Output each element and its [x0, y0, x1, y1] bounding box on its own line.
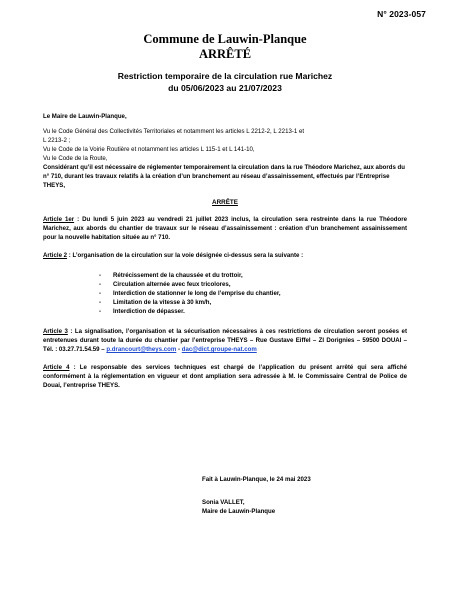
document-header: [0, 32, 450, 62]
article-3-label: Article 3: [43, 328, 68, 335]
list-item: - Interdiction de stationner le long de l’emprise du chantier,: [99, 290, 281, 297]
article-3: [43, 327, 407, 354]
signatory-title: Maire de Lauwin-Planque: [202, 508, 276, 515]
vu-line: Vu le Code de la Voirie Routière et notamment les articles L 115-1 et L 141-10,: [43, 146, 255, 153]
commune-name: Commune de Lauwin-Planque: [143, 32, 307, 46]
considerant-paragraph: Considérant qu’il est nécessaire de réglementer temporairement la circulation dans la rue Théodore Marichez, aux abords du n° 710, durant les travaux relatifs à la création d’un branchement au réseau d’assainissement, effectués par l’Entreprise THEYS,: [43, 164, 406, 189]
article-1-text: : Du lundi 5 juin 2023 au vendredi 21 juillet 2023 inclus, la circulation sera restreinte dans la rue Théodore Marichez, aux abords du chantier de travaux sur le réseau d’assainissement : création d’un branchement assainissement pour la nouvelle habitation située au n° 710.: [43, 216, 407, 241]
article-2-label: Article 2: [43, 252, 68, 259]
email-link-dict[interactable]: dac@dict.groupe-nat.com: [181, 346, 257, 353]
vu-line: L 2213-2 ;: [43, 137, 71, 144]
document-type: ARRÊTÉ: [198, 47, 252, 61]
place-and-date: Fait à Lauwin-Planque, le 24 mai 2023: [202, 476, 311, 483]
article-4-text: : Le responsable des services techniques est chargé de l’application du présent arrêté qui sera affiché conformément à la réglementation en vigueur et dont ampliation sera adressée à M. le Commissaire Central de Police de Douai, l’entreprise THEYS.: [43, 364, 407, 389]
article-2: [43, 251, 407, 260]
list-item: - Rétrécissement de la chaussée et du trottoir,: [99, 272, 243, 279]
signature-block: [202, 475, 311, 516]
vu-line: Vu le Code de la Route,: [43, 155, 108, 162]
subject-line-2: du 05/06/2023 au 21/07/2023: [168, 83, 282, 93]
list-item: - Interdiction de dépasser.: [99, 308, 185, 315]
article-4-label: Article 4: [43, 364, 70, 371]
document-body: [43, 112, 407, 399]
document-subject: [0, 70, 450, 94]
article-1-label: Article 1er: [43, 216, 75, 223]
subject-line-1: Restriction temporaire de la circulation rue Marichez: [117, 71, 333, 81]
article-2-text: : L’organisation de la circulation sur la voie désignée ci-dessus sera la suivante :: [67, 252, 304, 259]
email-link-theys[interactable]: p.drancourt@theys.com: [106, 346, 177, 353]
arrete-heading: ARRÊTE: [212, 199, 238, 206]
list-item: - Limitation de la vitesse à 30 km/h,: [99, 299, 212, 306]
decree-number: N° 2023-057: [377, 9, 426, 19]
list-item: - Circulation alternée avec feux tricolores,: [99, 281, 231, 288]
email-separator: -: [176, 346, 182, 353]
article-1: [43, 215, 407, 242]
vu-line: Vu le Code Général des Collectivités Territoriales et notamment les articles L 2212-2, L 2213-1 et: [43, 128, 305, 135]
mayor-heading: Le Maire de Lauwin-Planque,: [43, 113, 127, 120]
article-4: [43, 363, 407, 390]
signatory-name: Sonia VALLET,: [202, 499, 245, 506]
traffic-measures-list: [99, 271, 407, 316]
article-3-text: : La signalisation, l’organisation et la sécurisation nécessaires à ces restrictions de circulation seront posées et entretenues durant toute la durée du chantier par l’entreprise THEYS – Rue Gustave Eiffel – ZI Dorignies – 59500 DOUAI – Tél. : 03.27.71.54.59 –: [43, 328, 407, 353]
